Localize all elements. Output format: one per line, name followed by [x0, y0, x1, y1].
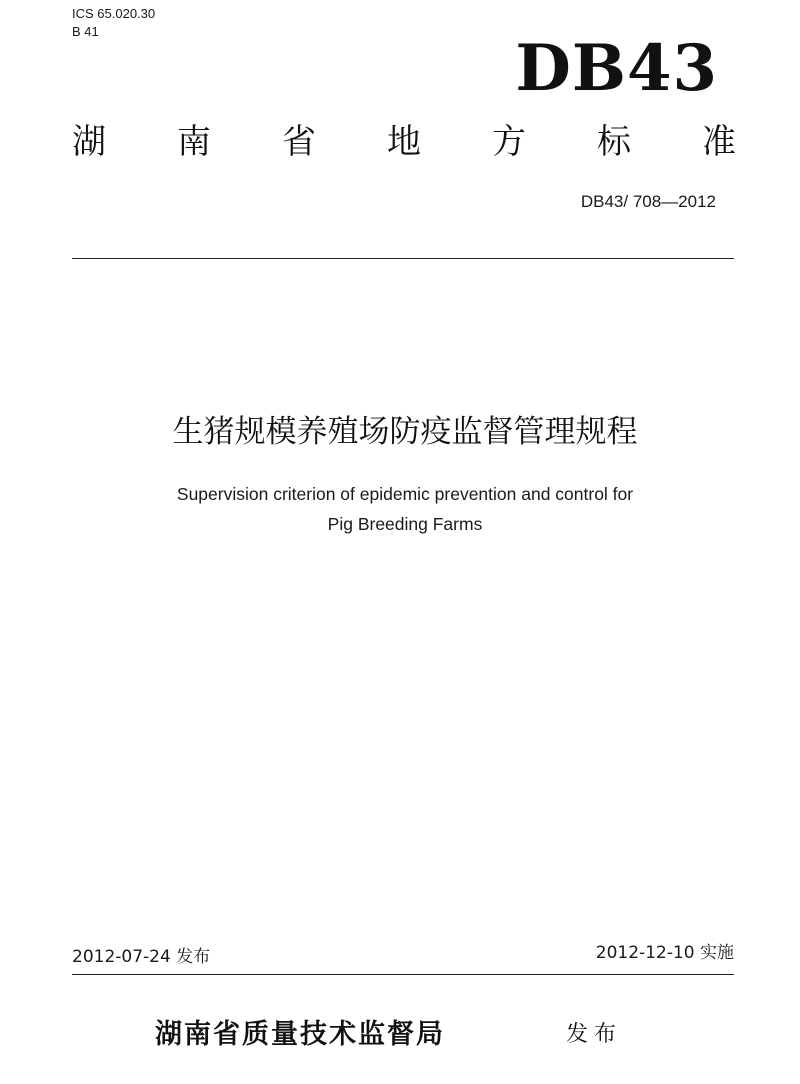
ics-code: ICS 65.020.30: [72, 6, 156, 21]
standard-name-char: 南: [177, 122, 211, 162]
standard-name-char: 标: [597, 122, 631, 162]
standard-number: DB43/ 708—2012: [580, 192, 716, 211]
standard-type-heading: [72, 118, 736, 166]
classification-code: B 41: [72, 24, 99, 39]
document-title-chinese: 生猪规模养殖场防疫监督管理规程: [172, 414, 638, 450]
english-title-line: Supervision criterion of epidemic prevention and control for: [176, 484, 634, 504]
standard-name-char: 准: [702, 122, 736, 162]
top-divider: [72, 258, 734, 259]
standard-name-char: 地: [387, 122, 421, 162]
bottom-divider: [72, 974, 734, 975]
english-title-line: Pig Breeding Farms: [327, 514, 483, 534]
publish-date: 2012-07-24 发布: [72, 947, 211, 967]
issued-label: 发布: [566, 1022, 623, 1047]
standard-name-char: 省: [282, 122, 316, 162]
document-title-english: [100, 479, 710, 539]
standard-name-char: 湖: [72, 122, 106, 162]
db43-logo: DB43: [515, 31, 718, 106]
issuing-authority: 湖南省质量技术监督局: [155, 1019, 445, 1050]
implementation-date: 2012-12-10 实施: [595, 943, 734, 963]
standard-name-char: 方: [492, 122, 526, 162]
